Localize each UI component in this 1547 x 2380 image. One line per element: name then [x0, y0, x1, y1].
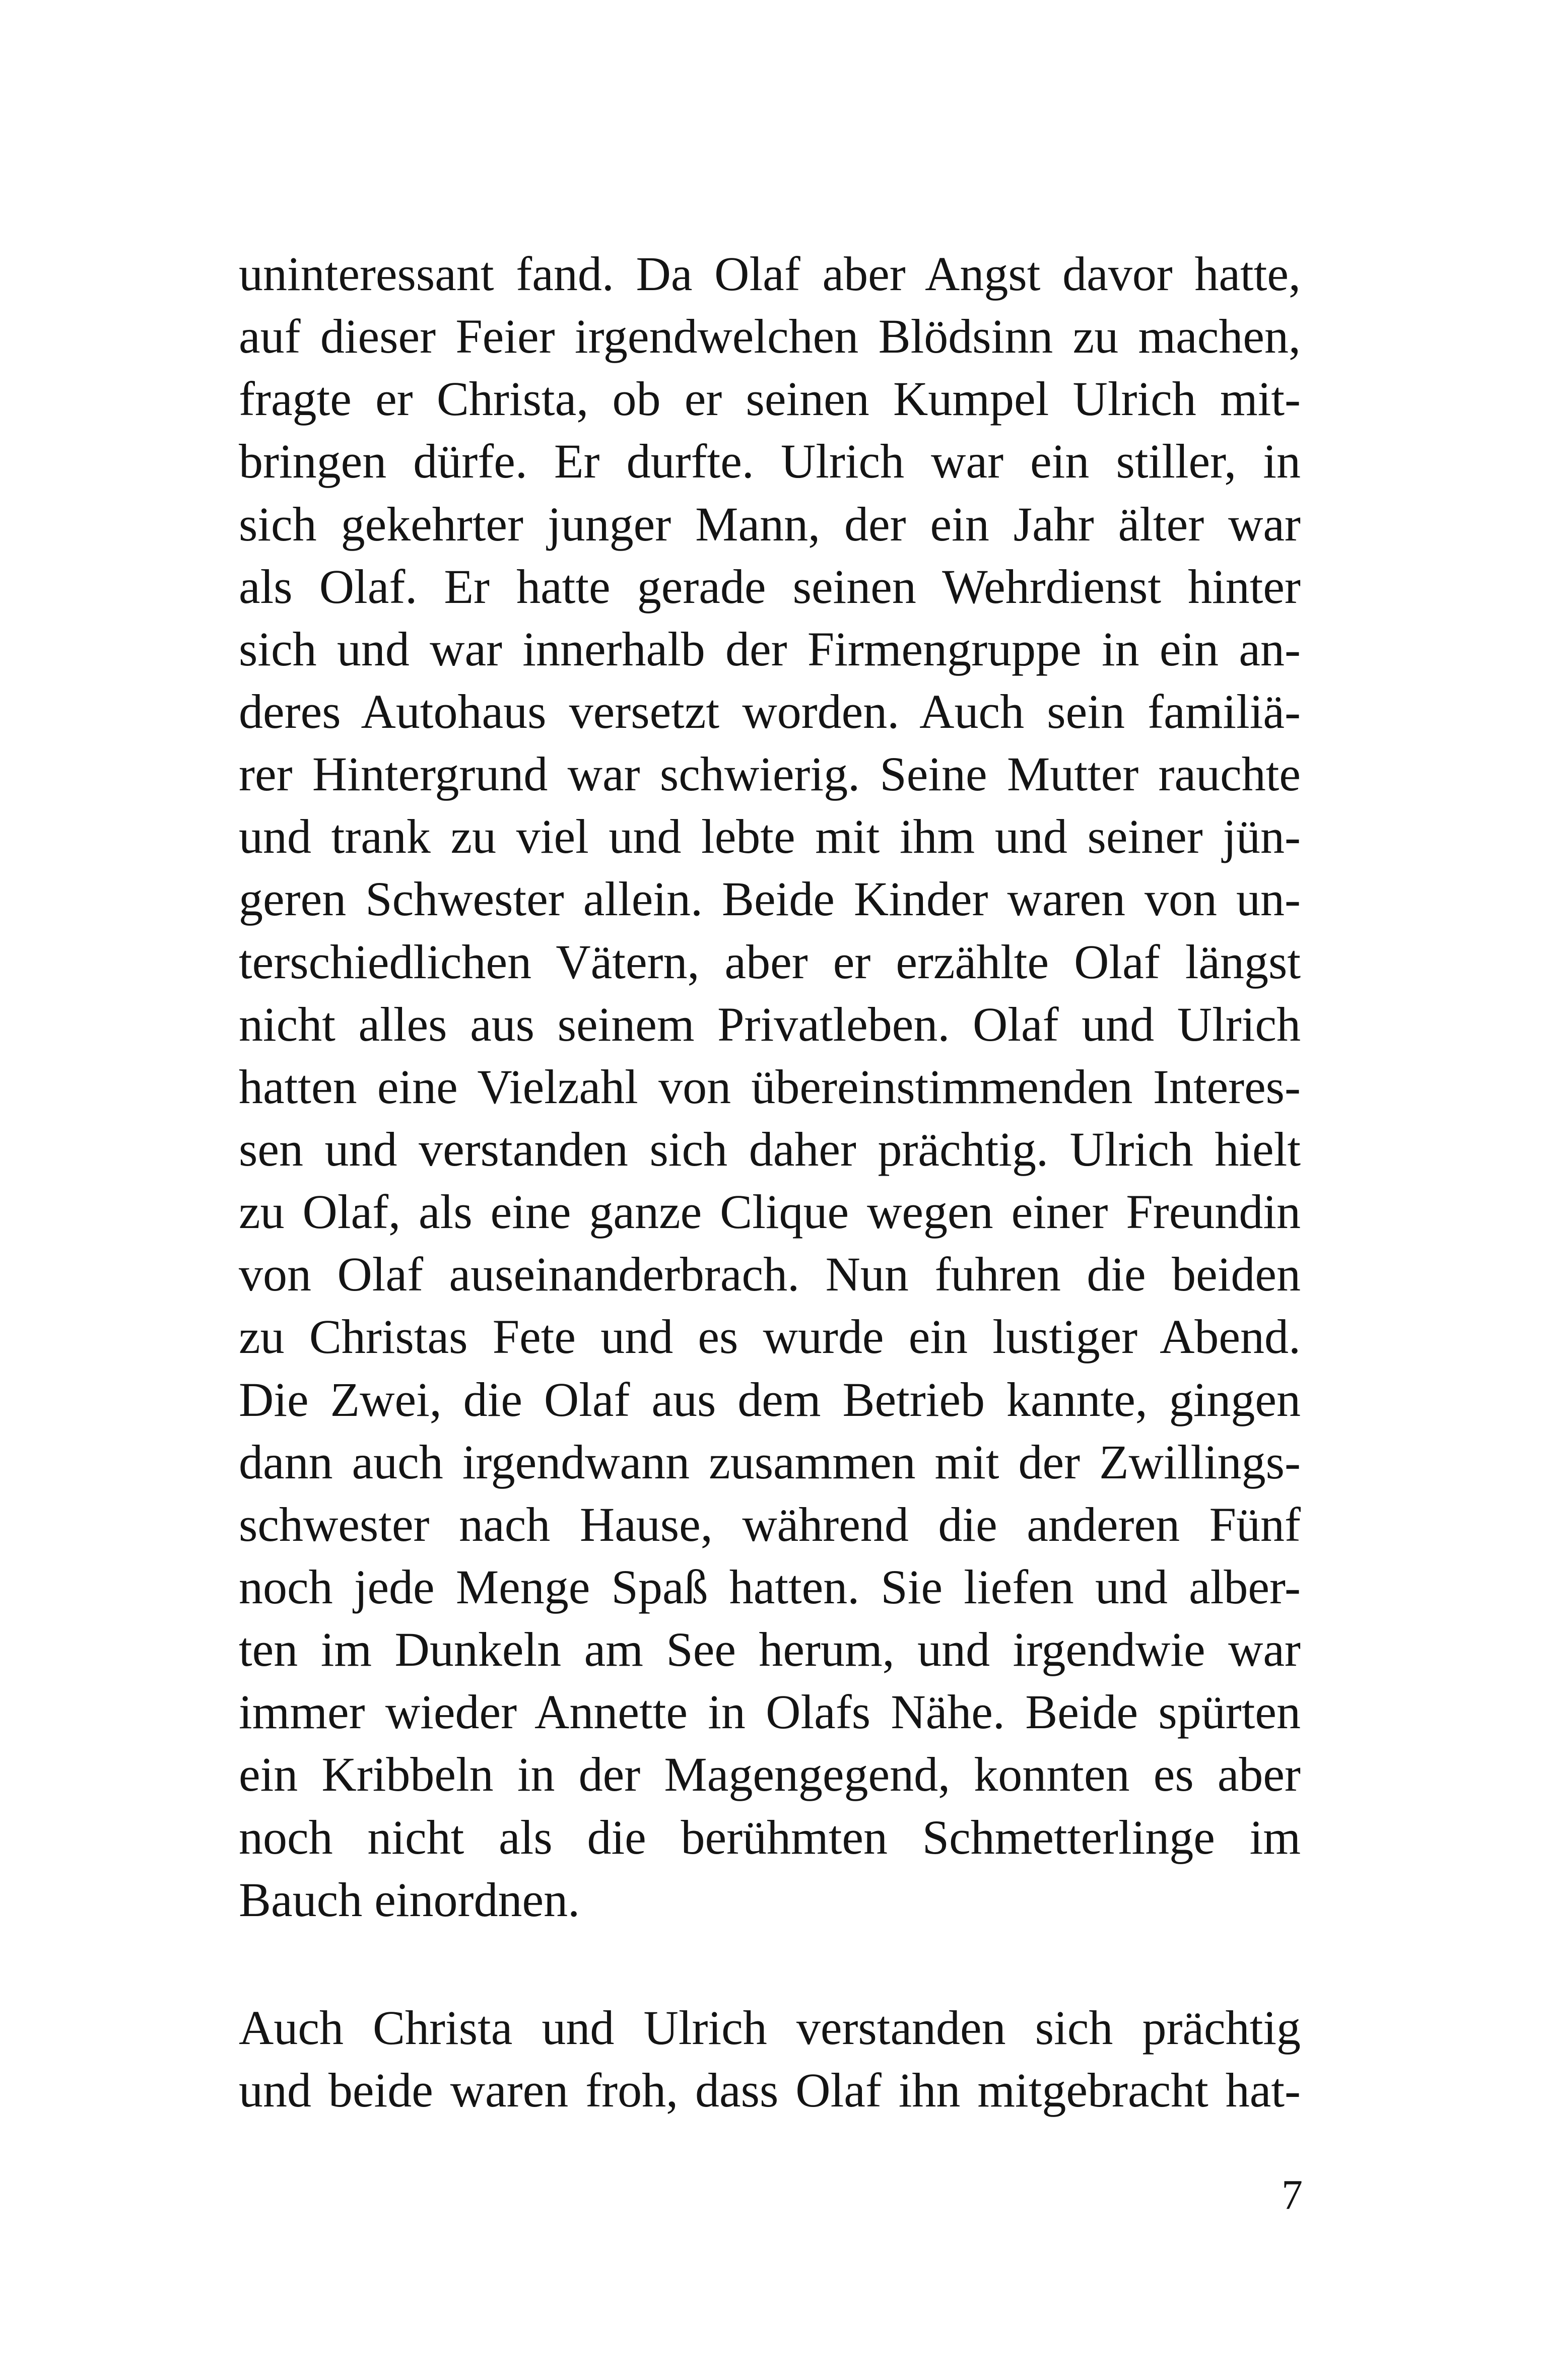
text-line: immer wieder Annette in Olafs Nähe. Beide spürten [239, 1685, 1301, 1739]
paragraph-2 [239, 1997, 1301, 2122]
text-line: schwester nach Hause, während die anderen Fünf [239, 1497, 1301, 1551]
paragraph-1 [239, 243, 1301, 1931]
text-line: rer Hintergrund war schwierig. Seine Mutter rauchte [239, 747, 1301, 801]
text-line: geren Schwester allein. Beide Kinder waren von un- [239, 872, 1301, 926]
text-line: sich gekehrter junger Mann, der ein Jahr älter war [239, 497, 1301, 551]
text-line: sich und war innerhalb der Firmengruppe in ein an- [239, 622, 1301, 676]
text-line: Bauch einordnen. [239, 1872, 580, 1927]
text-line: fragte er Christa, ob er seinen Kumpel Ulrich mit- [239, 372, 1301, 426]
text-line: zu Olaf, als eine ganze Clique wegen einer Freundin [239, 1185, 1301, 1239]
text-line: als Olaf. Er hatte gerade seinen Wehrdienst hinter [239, 559, 1301, 614]
text-line: sen und verstanden sich daher prächtig. Ulrich hielt [239, 1122, 1301, 1176]
text-line: auf dieser Feier irgendwelchen Blödsinn zu machen, [239, 309, 1301, 364]
text-line: uninteressant fand. Da Olaf aber Angst davor hatte, [239, 247, 1301, 301]
page-number: 7 [1282, 2171, 1303, 2218]
text-line: Die Zwei, die Olaf aus dem Betrieb kannte, gingen [239, 1372, 1301, 1426]
text-line: noch nicht als die berühmten Schmetterlinge im [239, 1810, 1301, 1864]
text-line: nicht alles aus seinem Privatleben. Olaf und Ulrich [239, 997, 1301, 1051]
text-line: und trank zu viel und lebte mit ihm und seiner jün- [239, 809, 1301, 864]
text-line: ten im Dunkeln am See herum, und irgendwie war [239, 1622, 1301, 1677]
text-line: noch jede Menge Spaß hatten. Sie liefen und alber- [239, 1559, 1301, 1614]
text-line: zu Christas Fete und es wurde ein lustiger Abend. [239, 1310, 1301, 1364]
text-line: hatten eine Vielzahl von übereinstimmenden Interes- [239, 1059, 1301, 1114]
text-line: bringen dürfe. Er durfte. Ulrich war ein stiller, in [239, 434, 1301, 489]
text-line: deres Autohaus versetzt worden. Auch sein familiä- [239, 684, 1301, 738]
text-line: dann auch irgendwann zusammen mit der Zwillings- [239, 1435, 1301, 1489]
text-line: von Olaf auseinanderbrach. Nun fuhren die beiden [239, 1247, 1301, 1302]
text-line: terschiedlichen Vätern, aber er erzählte Olaf längst [239, 934, 1301, 989]
text-line: Auch Christa und Ulrich verstanden sich prächtig [239, 2001, 1301, 2055]
text-line: ein Kribbeln in der Magengegend, konnten es aber [239, 1747, 1301, 1802]
text-line: und beide waren froh, dass Olaf ihn mitgebracht hat- [239, 2063, 1301, 2118]
